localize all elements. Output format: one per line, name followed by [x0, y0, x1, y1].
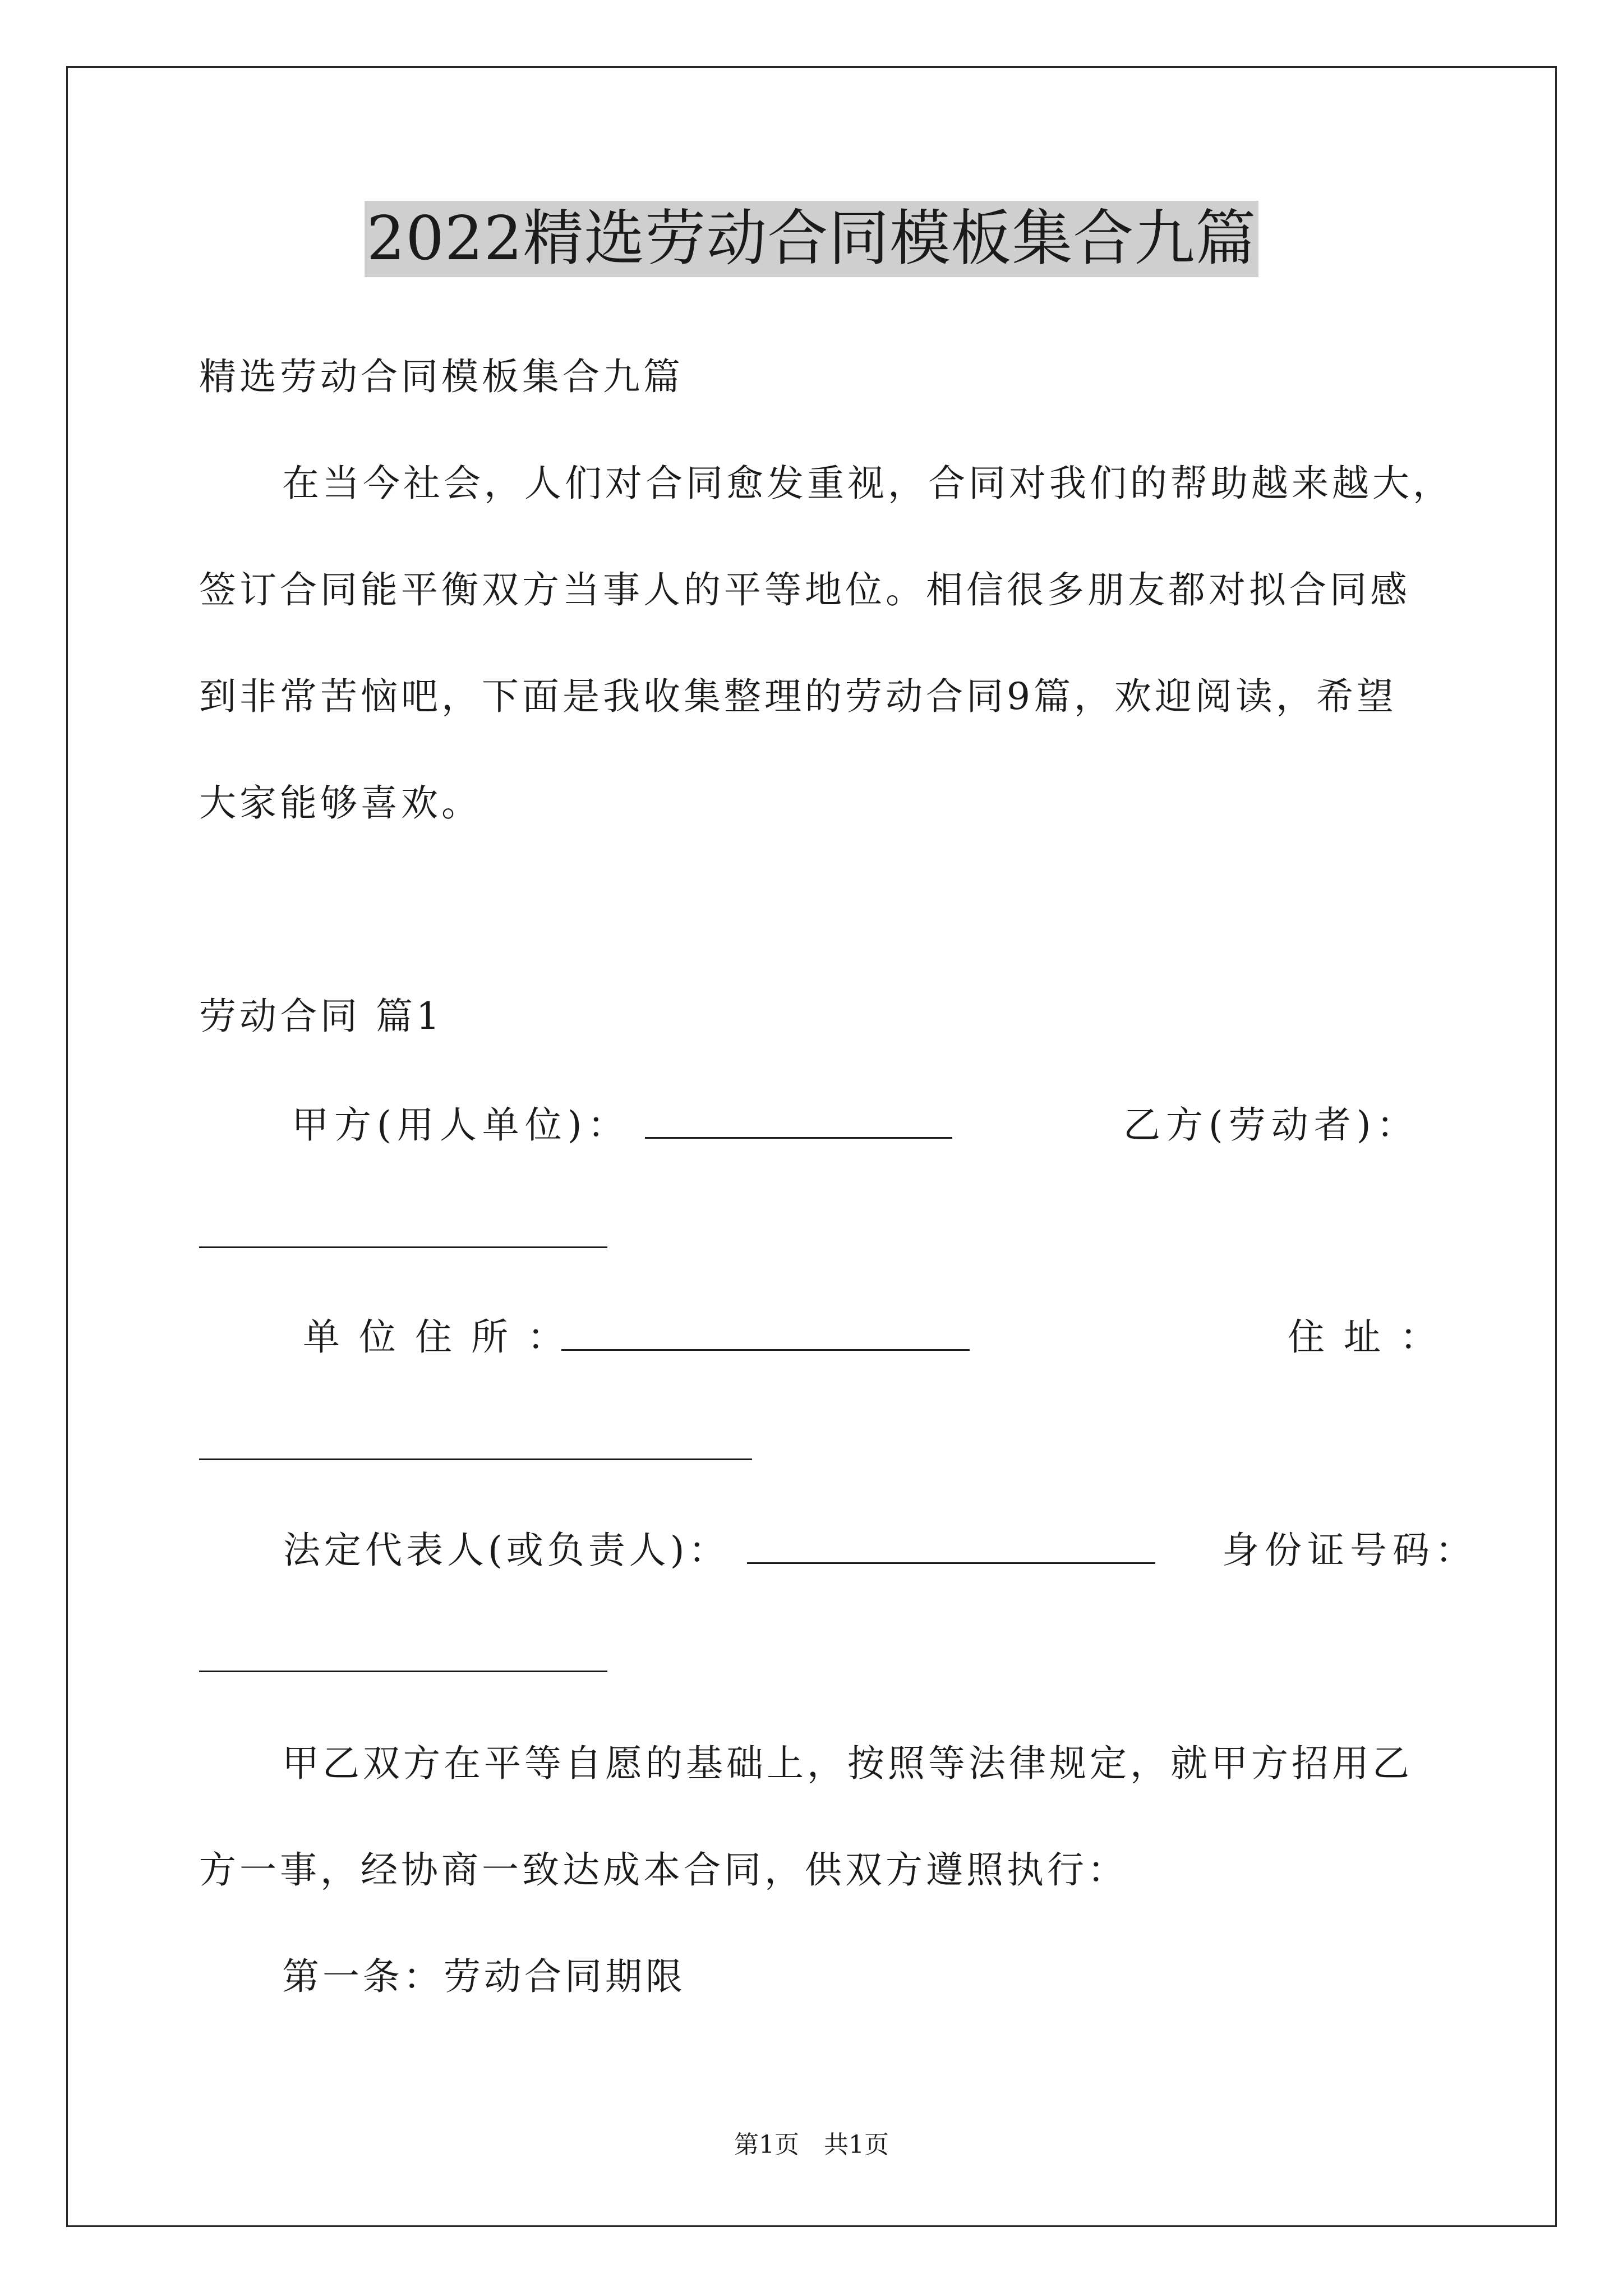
document-subtitle: 精选劳动合同模板集合九篇 — [199, 355, 684, 398]
id-number-label: 身份证号码： — [1222, 1529, 1478, 1572]
intro-line-3: 到非常苦恼吧，下面是我收集整理的劳动合同9篇，欢迎阅读，希望 — [199, 675, 1397, 718]
intro-line-1: 在当今社会，人们对合同愈发重视，合同对我们的帮助越来越大， — [282, 462, 1453, 505]
party-a-label: 甲方(用人单位)： — [292, 1103, 630, 1147]
intro-line-4: 大家能够喜欢。 — [199, 781, 482, 825]
legal-rep-label: 法定代表人(或负责人)： — [283, 1529, 730, 1572]
agreement-line-2: 方一事，经协商一致达成本合同，供双方遵照执行： — [199, 1848, 1128, 1892]
document-title: 2022精选劳动合同模板集合九篇 — [365, 201, 1259, 277]
address-blank[interactable] — [561, 1349, 970, 1351]
title-container — [0, 201, 1623, 277]
residence-blank[interactable] — [199, 1458, 752, 1460]
section-heading: 劳动合同 篇1 — [199, 995, 443, 1038]
party-b-label: 乙方(劳动者)： — [1123, 1103, 1419, 1147]
party-b-blank[interactable] — [199, 1246, 607, 1248]
address-label: 单位住所： — [303, 1315, 583, 1359]
page-footer: 第1页 共1页 — [734, 2131, 889, 2159]
legal-rep-blank[interactable] — [747, 1562, 1155, 1564]
party-a-blank[interactable] — [645, 1137, 952, 1139]
article-1-heading: 第一条：劳动合同期限 — [282, 1955, 686, 1998]
intro-line-2: 签订合同能平衡双方当事人的平等地位。相信很多朋友都对拟合同感 — [199, 568, 1410, 611]
agreement-line-1: 甲乙双方在平等自愿的基础上，按照等法律规定，就甲方招用乙 — [282, 1742, 1413, 1785]
id-number-blank[interactable] — [199, 1671, 607, 1672]
residence-label: 住址： — [1288, 1315, 1456, 1359]
